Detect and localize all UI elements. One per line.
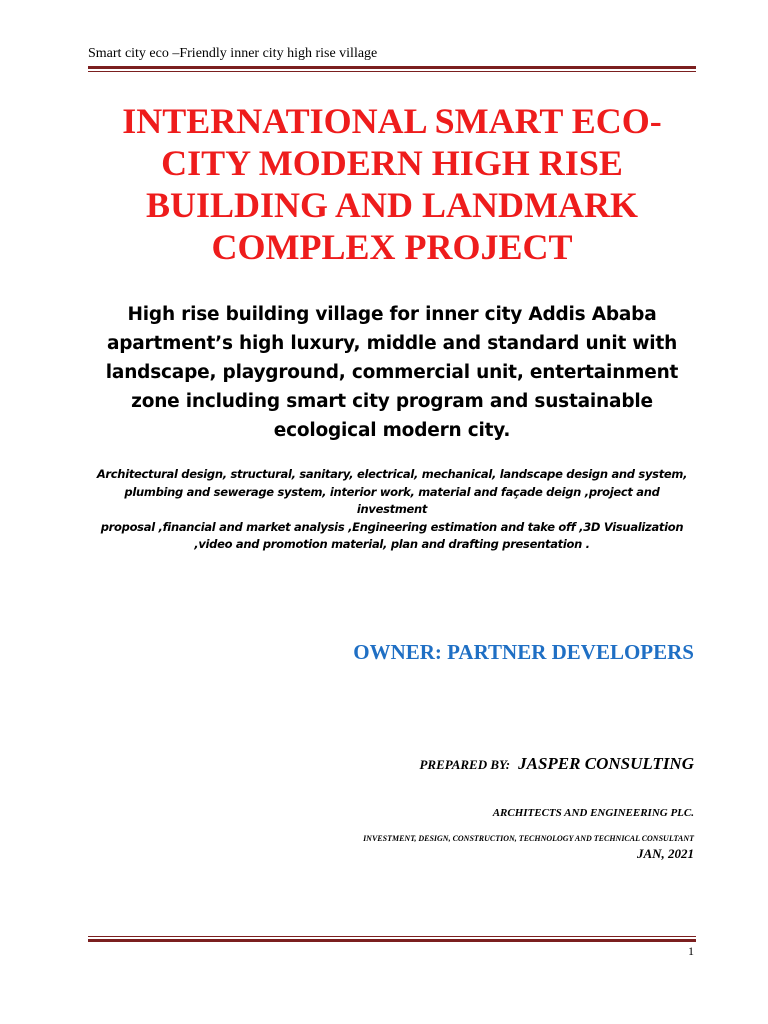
document-subtitle [88, 300, 696, 445]
scope-line: ,video and promotion material, plan and drafting presentation . [194, 537, 590, 551]
running-header: Smart city eco –Friendly inner city high rise village [88, 46, 378, 61]
subtitle-line: ecological modern city. [273, 420, 511, 441]
firm-type: ARCHITECTS AND ENGINEERING PLC. [492, 807, 694, 819]
header-rule-thick [88, 66, 696, 69]
scope-line: proposal ,financial and market analysis ,Engineering estimation and take off ,3D Visualization [100, 519, 684, 534]
subtitle-line: apartment’s high luxury, middle and standard unit with [106, 333, 678, 354]
firm-name: JASPER CONSULTING [518, 754, 694, 773]
scope-line: plumbing and sewerage system, interior work, material and façade deign ,project and investment [124, 484, 660, 516]
title-line: COMPLEX PROJECT [211, 227, 573, 267]
subtitle-line: High rise building village for inner city Addis Ababa [127, 304, 657, 325]
document-date: JAN, 2021 [636, 846, 694, 861]
footer-rule-thick [88, 939, 696, 942]
title-line: INTERNATIONAL SMART ECO- [122, 101, 662, 141]
scope-description [88, 466, 696, 554]
footer-rule-thin [88, 936, 696, 937]
title-line: CITY MODERN HIGH RISE [161, 143, 623, 183]
title-line: BUILDING AND LANDMARK [145, 185, 639, 225]
prepared-by [419, 754, 694, 774]
subtitle-line: landscape, playground, commercial unit, entertainment [105, 362, 679, 383]
document-title [88, 100, 696, 268]
header-rule-thin [88, 71, 696, 72]
prepared-by-label: PREPARED BY: [419, 757, 511, 772]
subtitle-line: zone including smart city program and sustainable [131, 391, 653, 412]
firm-services: INVESTMENT, DESIGN, CONSTRUCTION, TECHNOLOGY AND TECHNICAL CONSULTANT [363, 834, 694, 843]
owner-line: OWNER: PARTNER DEVELOPERS [353, 640, 694, 664]
scope-line: Architectural design, structural, sanitary, electrical, mechanical, landscape design and system, [96, 467, 688, 481]
page-number: 1 [688, 944, 694, 958]
